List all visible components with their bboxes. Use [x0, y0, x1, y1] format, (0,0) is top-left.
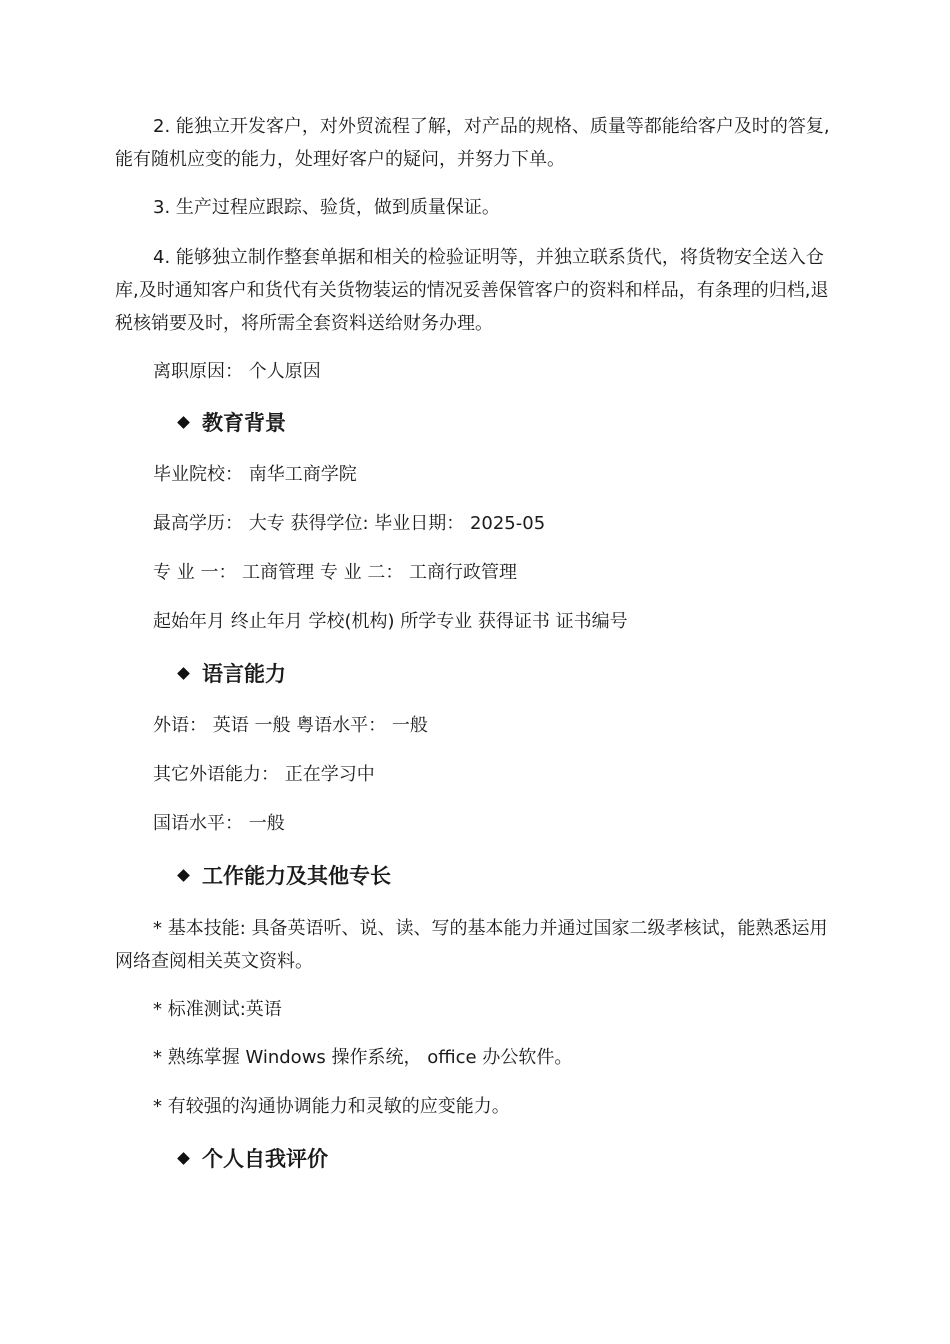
diamond-bullet-icon: [177, 667, 190, 680]
duty-item-2: 2. 能独立开发客户，对外贸流程了解，对产品的规格、质量等都能给客户及时的答复,能有随机应变的能力，处理好客户的疑问，并努力下单。: [115, 116, 830, 170]
skill-communication: * 有较强的沟通协调能力和灵敏的应变能力。: [153, 1096, 510, 1117]
language-heading-text: 语言能力: [202, 662, 286, 686]
skill-basic: * 基本技能: 具备英语听、说、读、写的基本能力并通过国家二级孝核试，能熟悉运用网络查阅相关英文资料。: [115, 918, 828, 972]
self-eval-heading-text: 个人自我评价: [202, 1147, 328, 1171]
skills-heading-text: 工作能力及其他专长: [202, 864, 391, 888]
other-language: 其它外语能力： 正在学习中: [153, 764, 375, 785]
duty-item-4: 4. 能够独立制作整套单据和相关的检验证明等，并独立联系货代，将货物安全送入仓库,及时通知客户和货代有关货物装运的情况妥善保管客户的资料和样品，有条理的归档,退税核销要及时，将所需全套资料送给财务办理。: [115, 247, 829, 334]
self-eval-heading: [176, 1145, 328, 1173]
education-heading-text: 教育背景: [202, 411, 286, 435]
education-heading: [176, 409, 286, 437]
skill-test: * 标准测试:英语: [153, 999, 282, 1020]
language-heading: [176, 660, 286, 688]
majors: 专 业 一： 工商管理 专 业 二： 工商行政管理: [153, 562, 518, 583]
graduate-school: 毕业院校： 南华工商学院: [153, 464, 357, 485]
education-table-header: 起始年月 终止年月 学校(机构) 所学专业 获得证书 证书编号: [153, 611, 628, 632]
diamond-bullet-icon: [177, 1152, 190, 1165]
mandarin-level: 国语水平： 一般: [153, 813, 285, 834]
foreign-language: 外语： 英语 一般 粤语水平： 一般: [153, 715, 428, 736]
duty-item-3: 3. 生产过程应跟踪、验货，做到质量保证。: [153, 197, 500, 218]
leave-reason: 离职原因： 个人原因: [153, 361, 321, 382]
highest-degree: 最高学历： 大专 获得学位: 毕业日期： 2025-05: [153, 513, 546, 534]
skill-windows: * 熟练掌握 Windows 操作系统， office 办公软件。: [153, 1047, 573, 1068]
diamond-bullet-icon: [177, 869, 190, 882]
skills-heading: [176, 862, 391, 890]
diamond-bullet-icon: [177, 416, 190, 429]
